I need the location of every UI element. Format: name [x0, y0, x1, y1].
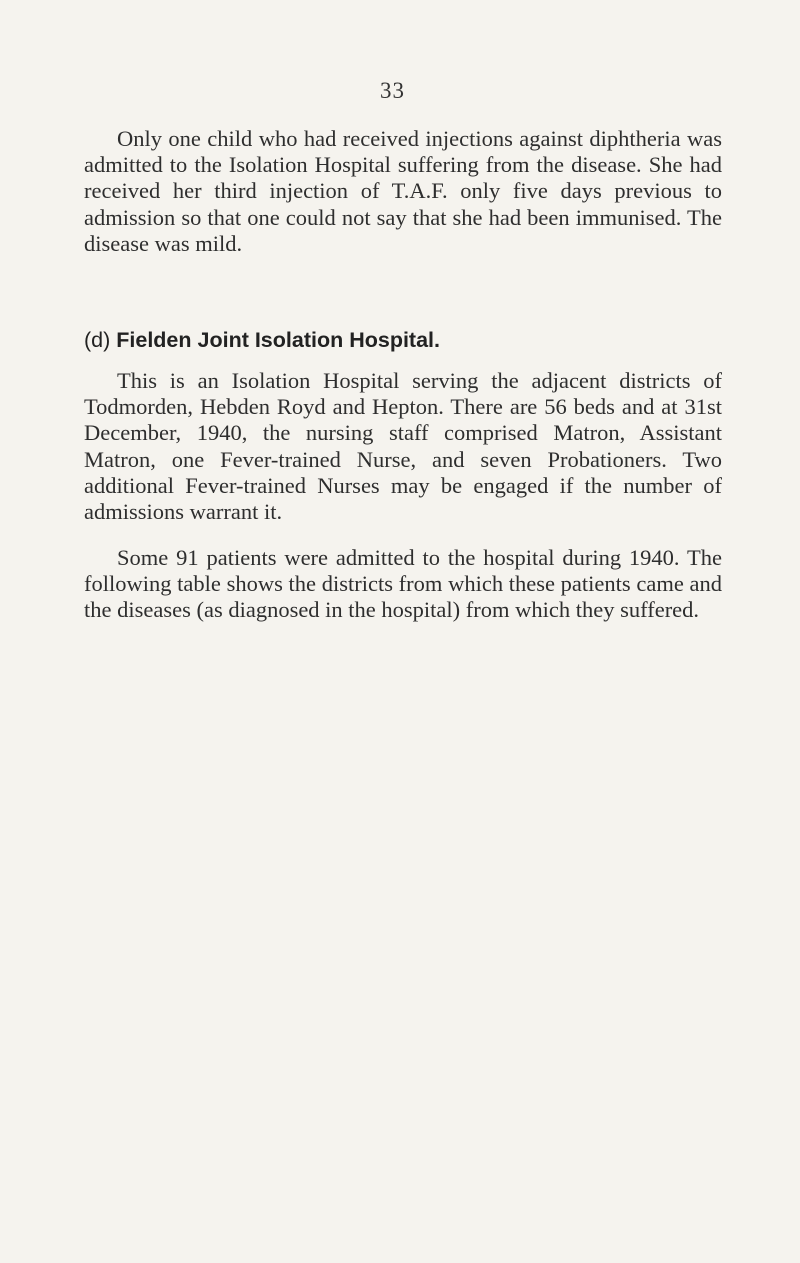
section-heading — [84, 328, 440, 353]
paragraph-text: Only one child who had received injections against diphtheria was admitted to the Isolation Hospital suffering from the disease. She had received her third injection of T.A.F. only five days previous to admission so that one could not say that she had been immunised. The disease was mild. — [84, 126, 722, 256]
paragraph-text: Some 91 patients were admitted to the hospital during 1940. The following table shows the districts from which these patients came and the diseases (as diagnosed in the hospital) from which they suffered. — [84, 545, 722, 623]
section-title: Fielden Joint Isolation Hospital. — [116, 328, 440, 352]
page-number: 33 — [380, 78, 405, 103]
paragraph-admissions — [84, 545, 722, 624]
section-label: (d) — [84, 328, 111, 352]
paragraph-hospital-description — [84, 368, 722, 525]
paragraph-diphtheria-case — [84, 126, 722, 257]
paragraph-text: This is an Isolation Hospital serving the adjacent districts of Todmorden, Hebden Royd and Hepton. There are 56 beds and at 31st December, 1940, the nursing staff comprised Matron, Assistant Matron, one Fever-trained Nurse, and seven Probationers. Two additional Fever-trained Nurses may be engaged if the number of admissions warrant it. — [84, 368, 722, 525]
